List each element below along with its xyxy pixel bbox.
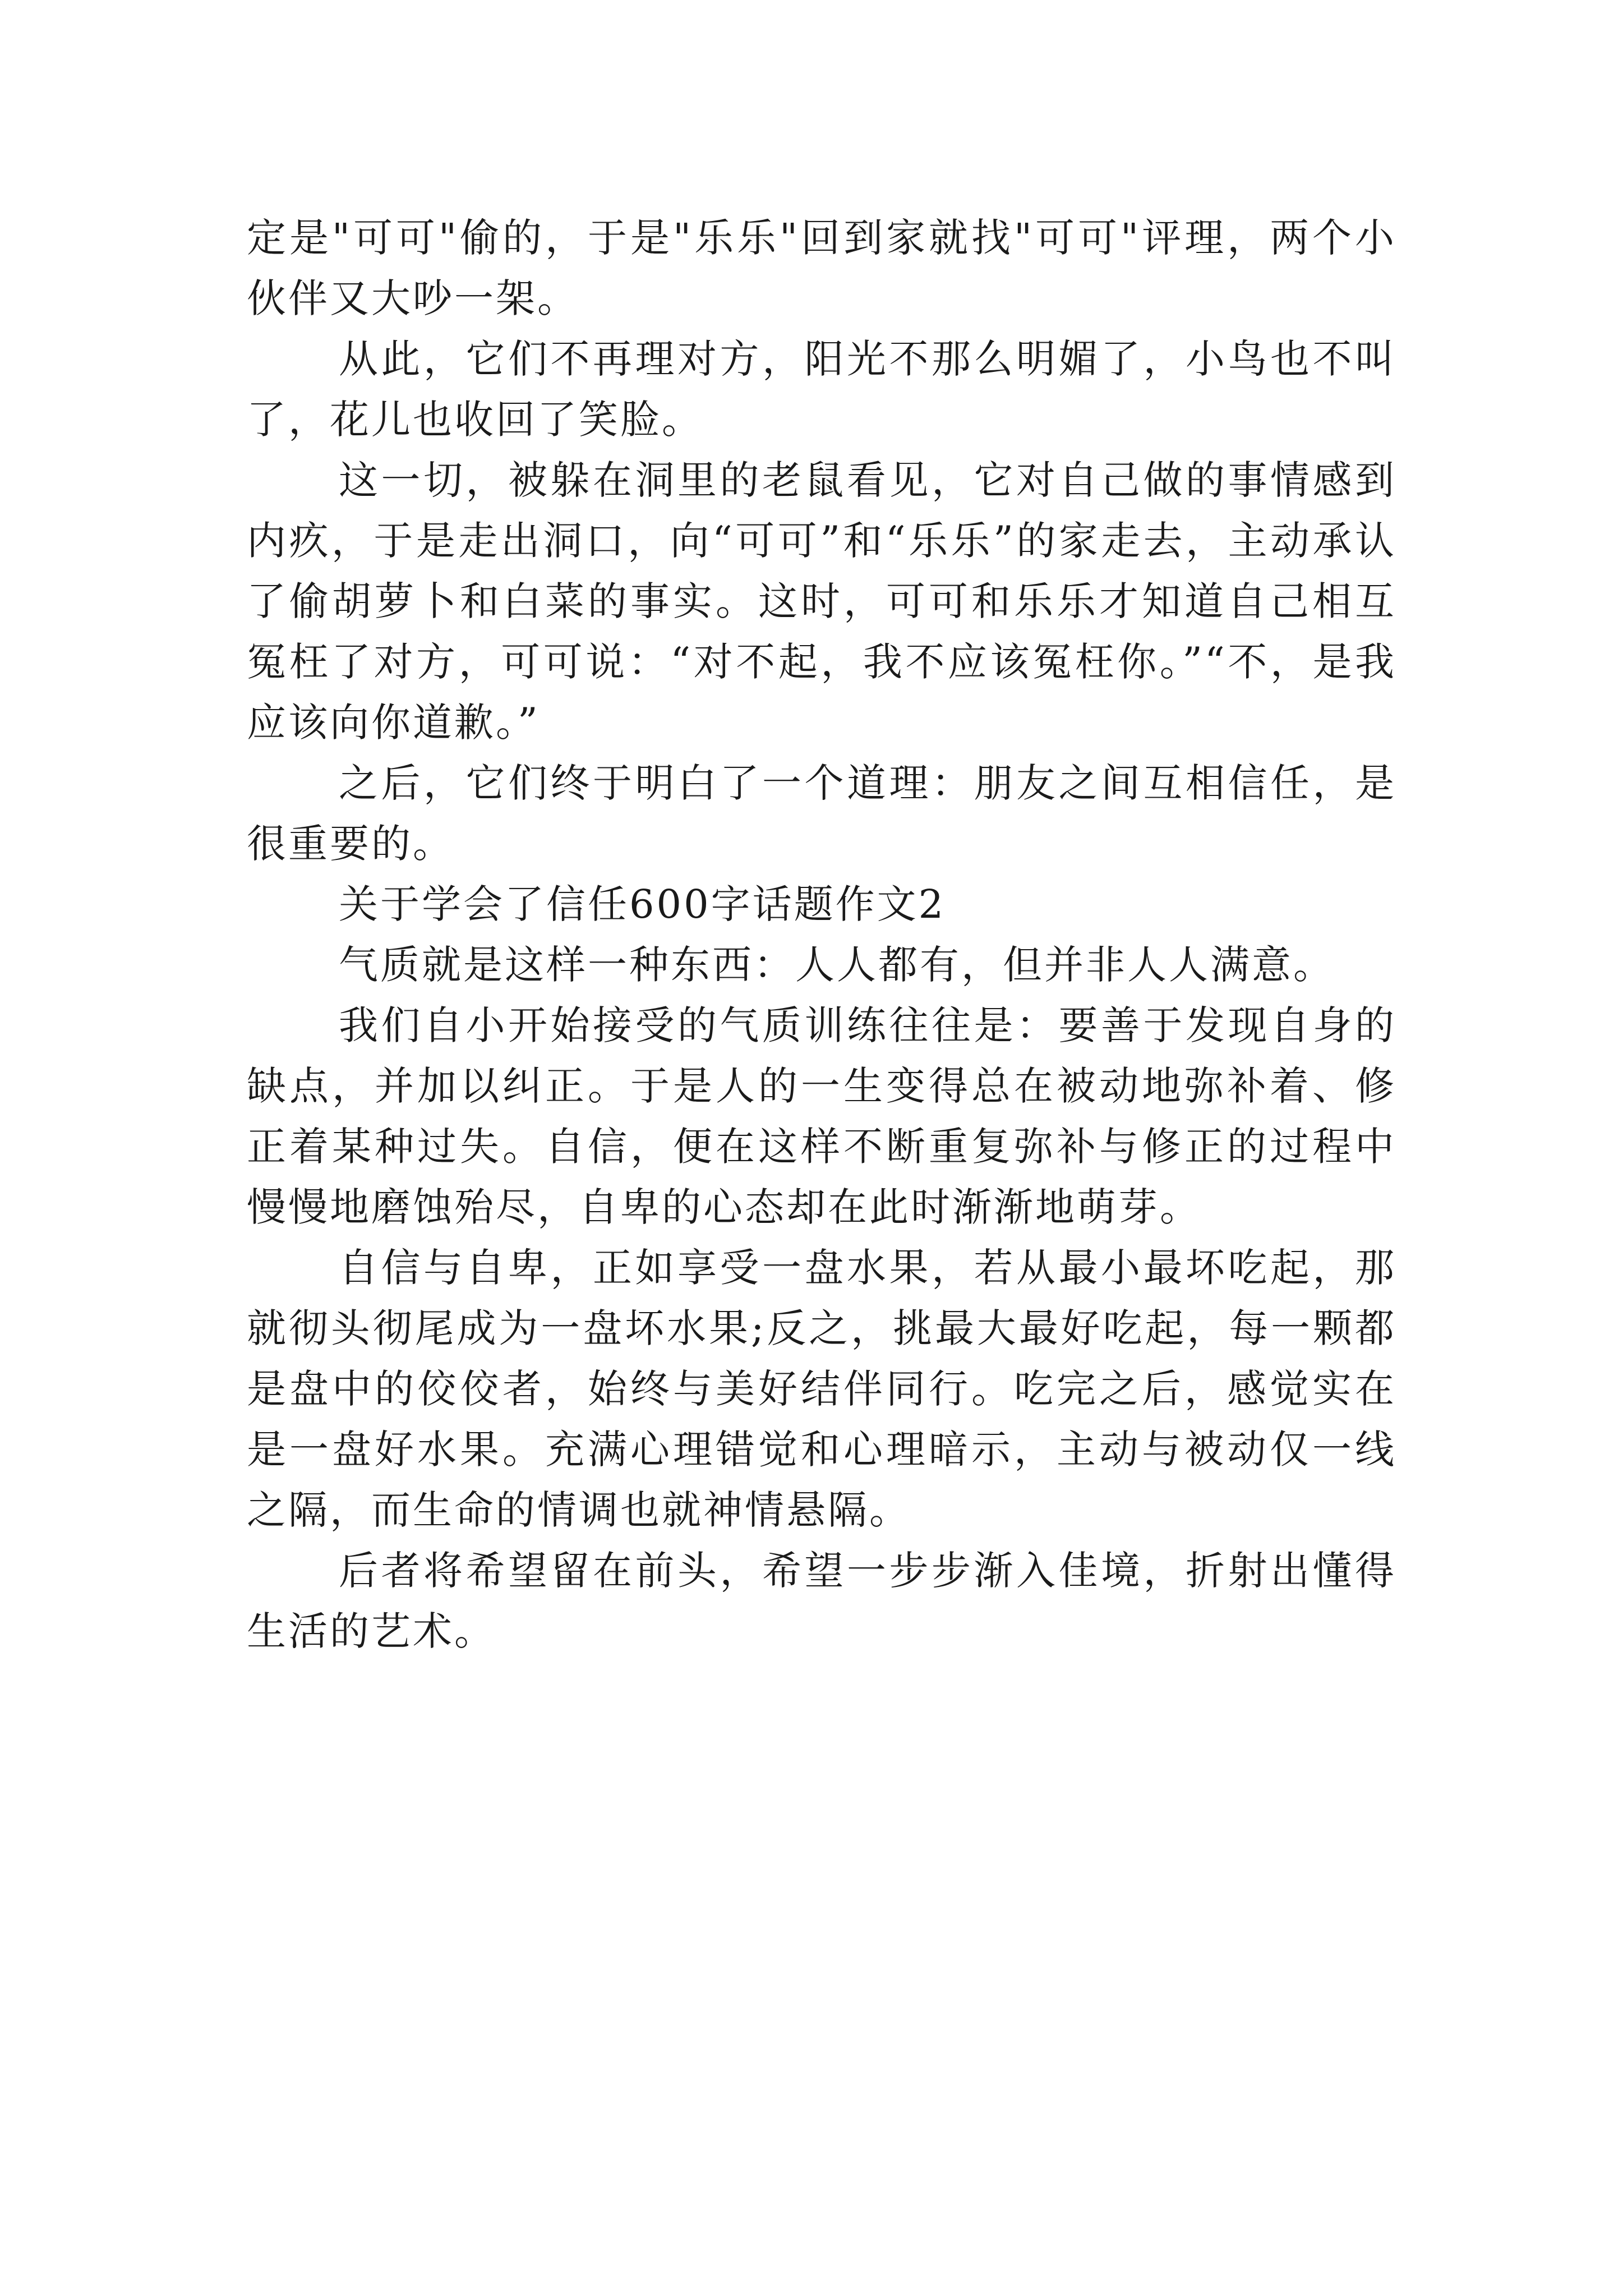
paragraph: 之后，它们终于明白了一个道理：朋友之间互相信任，是很重要的。 (247, 760, 1396, 867)
paragraph: 自信与自卑，正如享受一盘水果，若从最小最坏吃起，那就彻头彻尾成为一盘坏水果;反之，挑最大最好吃起，每一颗都是盘中的佼佼者，始终与美好结伴同行。吃完之后，感觉实在是一盘好水果。充满心理错觉和心理暗示，主动与被动仅一线之隔，而生命的情调也就神情悬隔。 (247, 1245, 1396, 1533)
document-body (247, 208, 1396, 1662)
paragraph: 我们自小开始接受的气质训练往往是：要善于发现自身的缺点，并加以纠正。于是人的一生变得总在被动地弥补着、修正着某种过失。自信，便在这样不断重复弥补与修正的过程中慢慢地磨蚀殆尽，自卑的心态却在此时渐渐地萌芽。 (247, 1002, 1396, 1230)
paragraph: 定是"可可"偷的，于是"乐乐"回到家就找"可可"评理，两个小伙伴又大吵一架。 (247, 215, 1396, 321)
section-heading: 关于学会了信任600字话题作文2 (339, 881, 946, 927)
paragraph: 从此，它们不再理对方，阳光不那么明媚了，小鸟也不叫了，花儿也收回了笑脸。 (247, 336, 1396, 443)
paragraph: 后者将希望留在前头，希望一步步渐入佳境，折射出懂得生活的艺术。 (247, 1548, 1396, 1654)
paragraph: 气质就是这样一种东西：人人都有，但并非人人满意。 (339, 942, 1335, 988)
paragraph: 这一切，被躲在洞里的老鼠看见，它对自己做的事情感到内疚，于是走出洞口，向“可可”和“乐乐”的家走去，主动承认了偷胡萝卜和白菜的事实。这时，可可和乐乐才知道自己相互冤枉了对方，可可说：“对不起，我不应该冤枉你。”“不，是我应该向你道歉。” (247, 457, 1396, 746)
